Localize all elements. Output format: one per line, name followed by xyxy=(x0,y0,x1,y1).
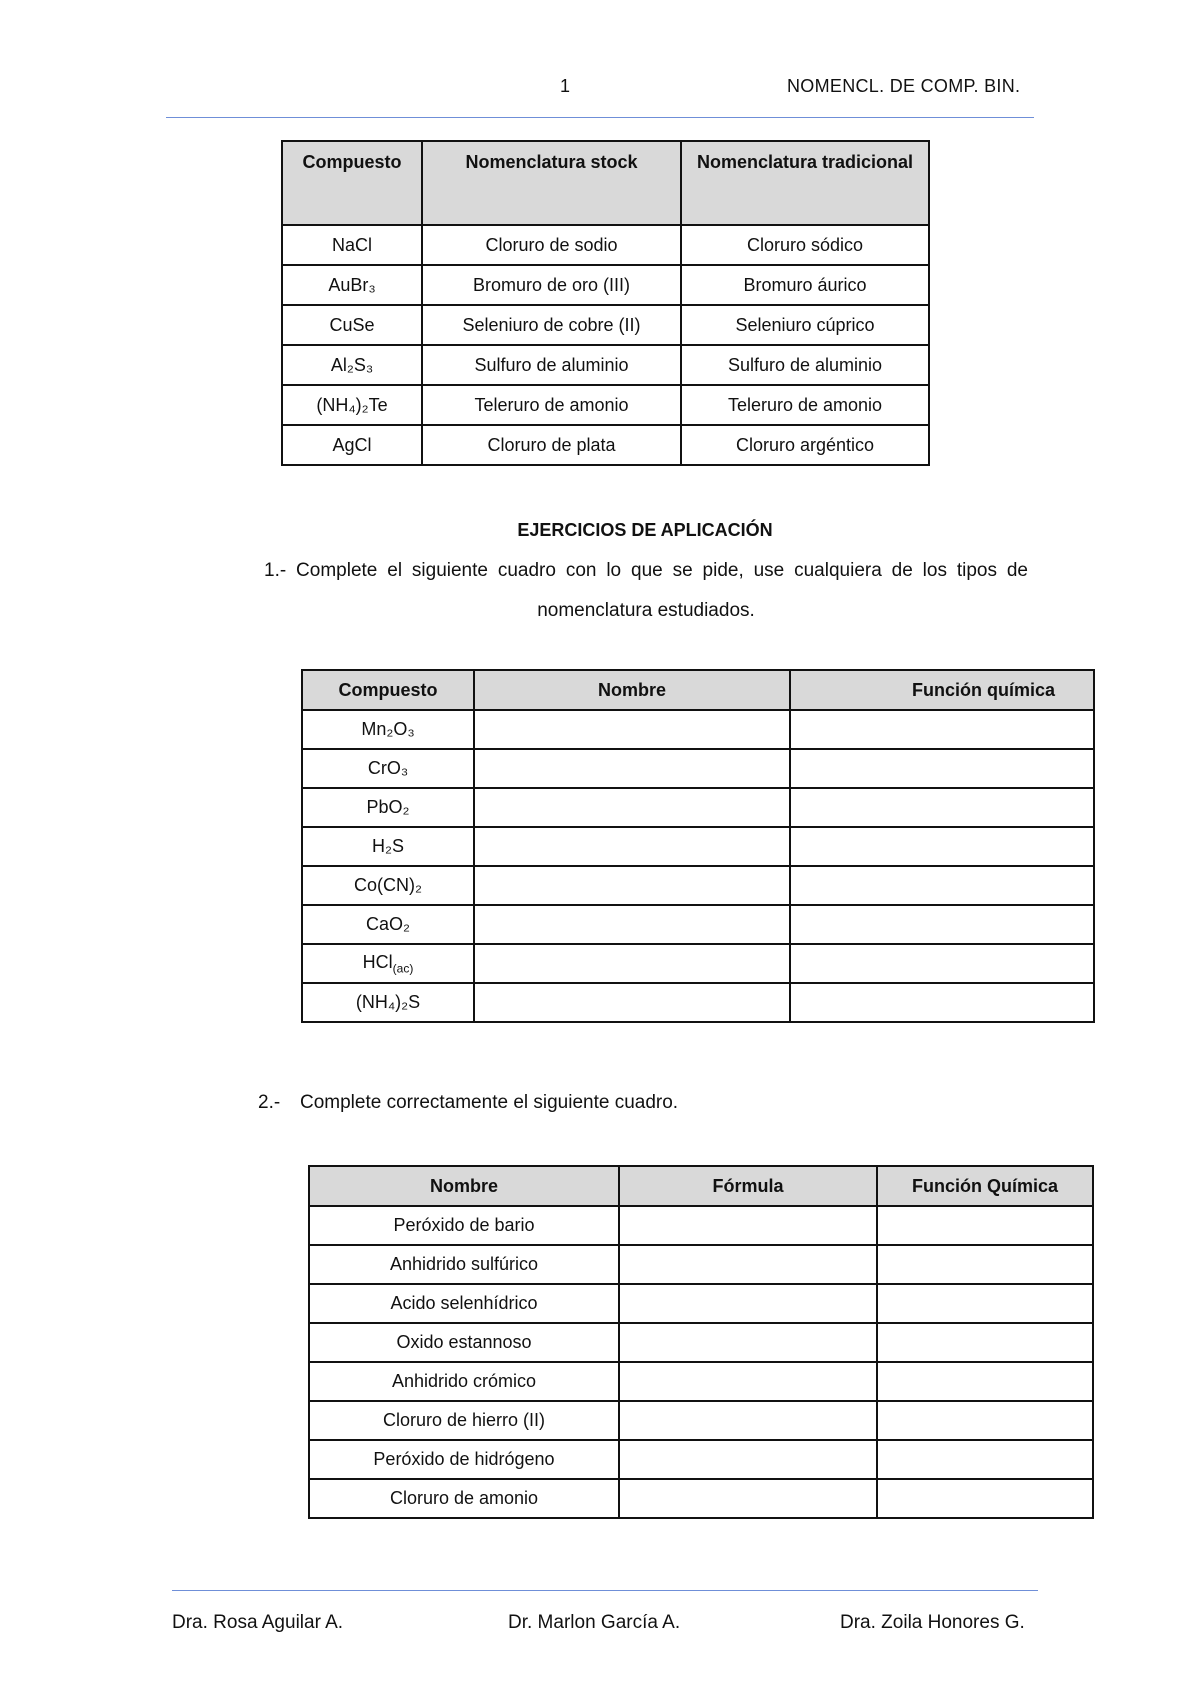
cell-name: Cloruro de hierro (II) xyxy=(309,1401,619,1440)
compound-subscript: (ac) xyxy=(392,961,414,976)
nomenclature-table xyxy=(281,140,930,466)
cell-name-blank[interactable] xyxy=(474,827,790,866)
table-row xyxy=(302,827,1094,866)
cell-stock-name: Sulfuro de aluminio xyxy=(422,345,681,385)
table-row xyxy=(309,1440,1093,1479)
cell-function-blank[interactable] xyxy=(790,749,1094,788)
table-row xyxy=(309,1206,1093,1245)
cell-compound: PbO₂ xyxy=(302,788,474,827)
cell-name-blank[interactable] xyxy=(474,983,790,1022)
cell-function-blank[interactable] xyxy=(877,1479,1093,1518)
header-nomenclatura-stock: Nomenclatura stock xyxy=(422,141,681,225)
cell-name-blank[interactable] xyxy=(474,944,790,983)
cell-formula-blank[interactable] xyxy=(619,1479,877,1518)
cell-name-blank[interactable] xyxy=(474,866,790,905)
cell-function-blank[interactable] xyxy=(877,1401,1093,1440)
document-header-title: NOMENCL. DE COMP. BIN. xyxy=(787,76,1021,96)
cell-compound: CaO₂ xyxy=(302,905,474,944)
section-title: EJERCICIOS DE APLICACIÓN xyxy=(517,520,773,540)
cell-compound: Co(CN)₂ xyxy=(302,866,474,905)
cell-function-blank[interactable] xyxy=(790,866,1094,905)
exercise-2-instruction xyxy=(258,1092,678,1114)
cell-formula-blank[interactable] xyxy=(619,1245,877,1284)
cell-function-blank[interactable] xyxy=(877,1245,1093,1284)
table-row xyxy=(302,944,1094,983)
table-row xyxy=(309,1479,1093,1518)
cell-function-blank[interactable] xyxy=(877,1206,1093,1245)
cell-function-blank[interactable] xyxy=(790,827,1094,866)
cell-function-blank[interactable] xyxy=(877,1440,1093,1479)
table-row xyxy=(302,983,1094,1022)
cell-name-blank[interactable] xyxy=(474,749,790,788)
exercise-1-instruction: 1.- Complete el siguiente cuadro con lo que se pide, use cualquiera de los tipos de xyxy=(264,560,1028,581)
table-row xyxy=(309,1284,1093,1323)
cell-compound: (NH₄)₂S xyxy=(302,983,474,1022)
cell-stock-name: Bromuro de oro (III) xyxy=(422,265,681,305)
cell-compound: NaCl xyxy=(282,225,422,265)
table-row xyxy=(309,1245,1093,1284)
cell-function-blank[interactable] xyxy=(877,1323,1093,1362)
cell-traditional-name: Bromuro áurico xyxy=(681,265,929,305)
exercise-1-instruction-cont: nomenclatura estudiados. xyxy=(537,600,755,621)
table-row xyxy=(282,345,929,385)
cell-stock-name: Cloruro de plata xyxy=(422,425,681,465)
exercise-2-text: Complete correctamente el siguiente cuadro. xyxy=(300,1092,679,1113)
table-row xyxy=(302,866,1094,905)
table-row xyxy=(282,425,929,465)
cell-function-blank[interactable] xyxy=(790,983,1094,1022)
cell-compound xyxy=(302,944,474,983)
cell-compound: AuBr₃ xyxy=(282,265,422,305)
cell-formula-blank[interactable] xyxy=(619,1284,877,1323)
cell-compound: Al₂S₃ xyxy=(282,345,422,385)
cell-name: Peróxido de hidrógeno xyxy=(309,1440,619,1479)
table-row xyxy=(309,1323,1093,1362)
cell-name-blank[interactable] xyxy=(474,788,790,827)
table-row xyxy=(282,305,929,345)
table-row xyxy=(309,1362,1093,1401)
cell-formula-blank[interactable] xyxy=(619,1323,877,1362)
cell-compound: (NH₄)₂Te xyxy=(282,385,422,425)
table-header-row xyxy=(302,670,1094,710)
footer-author-1: Dra. Rosa Aguilar A. xyxy=(172,1612,344,1633)
table-row xyxy=(302,905,1094,944)
table-row xyxy=(282,225,929,265)
table-row xyxy=(309,1401,1093,1440)
cell-formula-blank[interactable] xyxy=(619,1401,877,1440)
header-funcion-quimica: Función Química xyxy=(877,1166,1093,1206)
cell-function-blank[interactable] xyxy=(877,1362,1093,1401)
exercise-2-number: 2.- xyxy=(258,1092,281,1113)
cell-formula-blank[interactable] xyxy=(619,1440,877,1479)
cell-stock-name: Cloruro de sodio xyxy=(422,225,681,265)
cell-name: Acido selenhídrico xyxy=(309,1284,619,1323)
cell-compound: AgCl xyxy=(282,425,422,465)
cell-name-blank[interactable] xyxy=(474,905,790,944)
cell-compound: CrO₃ xyxy=(302,749,474,788)
header-formula: Fórmula xyxy=(619,1166,877,1206)
header-compuesto: Compuesto xyxy=(282,141,422,225)
table-row xyxy=(282,265,929,305)
header-compuesto: Compuesto xyxy=(302,670,474,710)
header-funcion-quimica: Función química xyxy=(790,670,1094,710)
cell-function-blank[interactable] xyxy=(877,1284,1093,1323)
header-divider xyxy=(166,117,1034,118)
cell-function-blank[interactable] xyxy=(790,710,1094,749)
cell-formula-blank[interactable] xyxy=(619,1206,877,1245)
cell-function-blank[interactable] xyxy=(790,944,1094,983)
table-row xyxy=(302,710,1094,749)
cell-name: Cloruro de amonio xyxy=(309,1479,619,1518)
footer-author-2: Dr. Marlon García A. xyxy=(508,1612,681,1633)
table-row xyxy=(302,788,1094,827)
cell-compound: H₂S xyxy=(302,827,474,866)
table-header-row xyxy=(309,1166,1093,1206)
cell-name: Oxido estannoso xyxy=(309,1323,619,1362)
cell-name-blank[interactable] xyxy=(474,710,790,749)
cell-traditional-name: Cloruro sódico xyxy=(681,225,929,265)
footer-author-3: Dra. Zoila Honores G. xyxy=(840,1612,1025,1633)
cell-function-blank[interactable] xyxy=(790,905,1094,944)
cell-traditional-name: Sulfuro de aluminio xyxy=(681,345,929,385)
cell-name: Anhidrido crómico xyxy=(309,1362,619,1401)
header-nombre: Nombre xyxy=(474,670,790,710)
table-row xyxy=(282,385,929,425)
cell-name: Anhidrido sulfúrico xyxy=(309,1245,619,1284)
table-header-row xyxy=(282,141,929,225)
cell-traditional-name: Teleruro de amonio xyxy=(681,385,929,425)
compound-formula: HCl xyxy=(362,951,393,972)
header-nomenclatura-tradicional: Nomenclatura tradicional xyxy=(681,141,929,225)
header-nombre: Nombre xyxy=(309,1166,619,1206)
cell-traditional-name: Cloruro argéntico xyxy=(681,425,929,465)
cell-name: Peróxido de bario xyxy=(309,1206,619,1245)
page-number: 1 xyxy=(560,76,571,96)
exercise-1-table xyxy=(301,669,1095,1023)
cell-formula-blank[interactable] xyxy=(619,1362,877,1401)
cell-compound: Mn₂O₃ xyxy=(302,710,474,749)
cell-compound: CuSe xyxy=(282,305,422,345)
cell-stock-name: Seleniuro de cobre (II) xyxy=(422,305,681,345)
cell-function-blank[interactable] xyxy=(790,788,1094,827)
cell-stock-name: Teleruro de amonio xyxy=(422,385,681,425)
cell-traditional-name: Seleniuro cúprico xyxy=(681,305,929,345)
footer-divider xyxy=(172,1590,1038,1591)
table-row xyxy=(302,749,1094,788)
exercise-2-table xyxy=(308,1165,1094,1519)
